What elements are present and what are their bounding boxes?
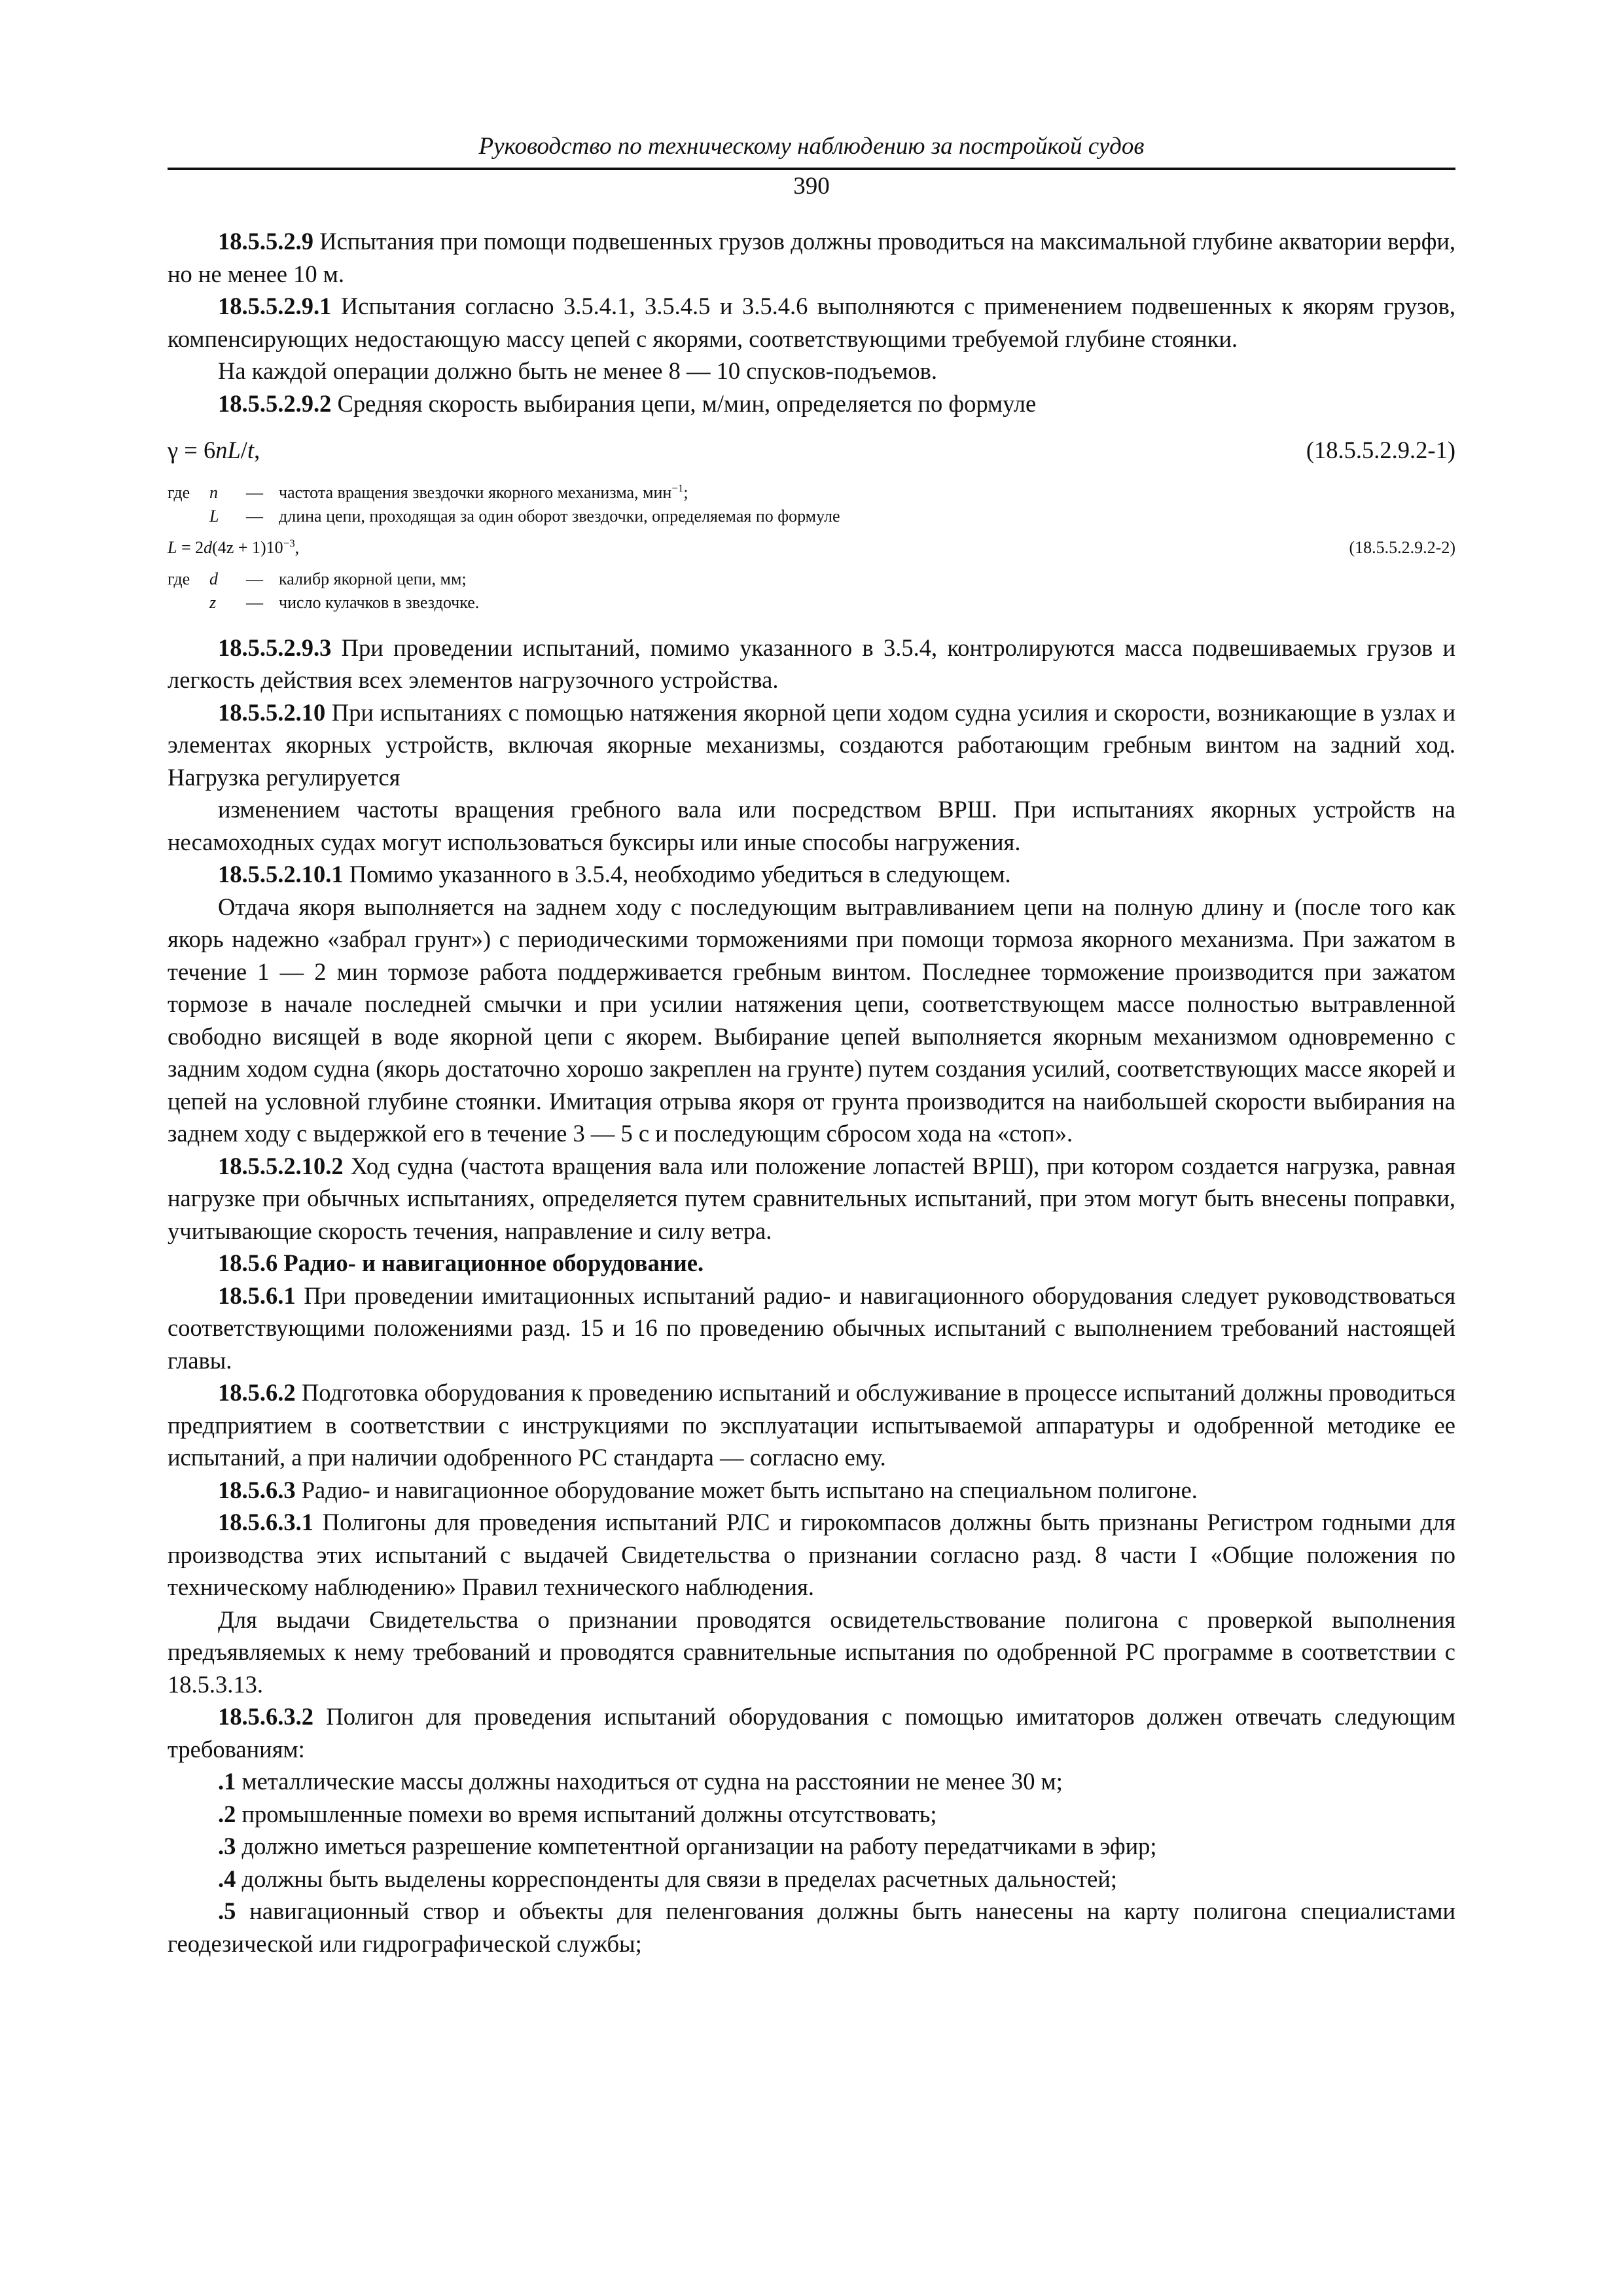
clause-number: 18.5.6.3.1 bbox=[218, 1509, 313, 1535]
legend-symbol: d bbox=[209, 569, 218, 588]
paragraph-text: Полигон для проведения испытаний оборудования с помощью имитаторов должен отвечать следующим требованиям: bbox=[168, 1703, 1455, 1763]
legend-row bbox=[168, 481, 1455, 505]
paragraph bbox=[168, 793, 1455, 858]
paragraph bbox=[168, 1474, 1455, 1507]
paragraph bbox=[168, 290, 1455, 355]
legend-dash: — bbox=[246, 482, 263, 502]
paragraph-text: При проведении имитационных испытаний радио- и навигационного оборудования следует руководствоваться соответствующими положениями разд. 15 и 16 по проведению обычных испытаний с выполнением требований настоящей главы. bbox=[168, 1282, 1455, 1374]
paragraph bbox=[168, 632, 1455, 696]
legend-description: частота вращения звездочки якорного механизма, мин bbox=[279, 482, 672, 502]
legend-text bbox=[279, 567, 467, 591]
paragraph bbox=[168, 1798, 1455, 1831]
document-page bbox=[168, 131, 1455, 1960]
formula-expression bbox=[168, 434, 260, 467]
paragraph bbox=[168, 696, 1455, 794]
paragraph bbox=[168, 225, 1455, 290]
paragraph bbox=[168, 1247, 1455, 1280]
legend-label: где bbox=[168, 569, 190, 588]
clause-number: 18.5.5.2.10.2 bbox=[218, 1152, 344, 1179]
paragraph bbox=[168, 1700, 1455, 1765]
clause-number: 18.5.6.1 bbox=[218, 1282, 296, 1309]
page-number: 390 bbox=[793, 173, 830, 200]
legend-text bbox=[279, 591, 479, 615]
clause-number: 18.5.6.2 bbox=[218, 1379, 296, 1406]
clause-number: 18.5.5.2.10.1 bbox=[218, 861, 344, 888]
paragraph bbox=[168, 1895, 1455, 1960]
formula-tail: , bbox=[294, 537, 300, 557]
formula-rhs-prefix: = 6 bbox=[178, 437, 216, 463]
formula-exponent: −3 bbox=[283, 536, 295, 549]
paragraph-text: На каждой операции должно быть не менее 8 — 10 спусков-подъемов. bbox=[218, 357, 938, 384]
clause-number: 18.5.5.2.9.3 bbox=[218, 634, 332, 661]
formula-lhs: γ bbox=[168, 437, 179, 463]
legend-description: длина цепи, проходящая за один оборот звездочки, определяемая по формуле bbox=[279, 506, 840, 526]
paragraph-text: Для выдачи Свидетельства о признании проводятся освидетельствование полигона с проверкой выполнения предъявляемых к нему требований и проводятся сравнительные испытания по одобренной РС программе в соответствии с 18.5.3.13. bbox=[168, 1605, 1455, 1698]
formula-18-5-5-2-9-2-2 bbox=[168, 536, 1455, 560]
paragraph-text: Подготовка оборудования к проведению испытаний и обслуживание в процессе испытаний должны проводиться предприятием в соответствии с инструкциями по эксплуатации испытываемой аппаратуры и одобренной методике ее испытаний, а при наличии одобренного РС стандарта — согласно ему. bbox=[168, 1379, 1455, 1471]
legend-row bbox=[168, 591, 1455, 615]
paragraph-text: Ход судна (частота вращения вала или положение лопастей ВРШ), при котором создается нагрузка, равная нагрузке при обычных испытаниях, определяется путем сравнительных испытаний, при этом могут быть внесены поправки, учитывающие скорость течения, направление и силу ветра. bbox=[168, 1152, 1455, 1244]
clause-number: 18.5.5.2.9.1 bbox=[218, 293, 332, 319]
legend-dash: — bbox=[246, 506, 263, 526]
paragraph-text: должны быть выделены корреспонденты для связи в пределах расчетных дальностей; bbox=[236, 1865, 1118, 1892]
clause-number: 18.5.5.2.10 bbox=[218, 698, 326, 726]
clause-number: .4 bbox=[218, 1865, 236, 1892]
clause-number: .2 bbox=[218, 1800, 236, 1827]
legend-row bbox=[168, 505, 1455, 528]
formula-18-5-5-2-9-2-1 bbox=[168, 434, 1455, 467]
formula-mid: (4z + 1)10 bbox=[212, 537, 283, 557]
paragraph bbox=[168, 1863, 1455, 1895]
paragraph bbox=[168, 1830, 1455, 1863]
paragraph bbox=[168, 355, 1455, 387]
paragraph-text: Отдача якоря выполняется на заднем ходу с последующим вытравливанием цепи на полную длину и (после того как якорь надежно «забрал грунт») с периодическими торможениями при помощи тормоза якорного механизма. При зажатом в течение 1 — 2 мин тормозе работа поддерживается гребным винтом. Последнее торможение производится при зажатом тормозе в начале последней смычки и при усилии натяжения цепи, соответствующем массе полностью вытравленной свободно висящей в воде якорной цепи с якорем. Выбирание цепей выполняется якорным механизмом одновременно с задним ходом судна (якорь достаточно хорошо закреплен на грунте) путем создания усилий, соответствующих массе якорей и цепей на условной глубине стоянки. Имитация отрыва якоря от грунта производится на наибольшей скорости выбирания на заднем ходу с выдержкой его в течение 3 — 5 с и последующим сбросом хода на «стоп». bbox=[168, 893, 1455, 1147]
legend-dash: — bbox=[246, 592, 263, 612]
running-title: Руководство по техническому наблюдению за постройкой судов bbox=[478, 133, 1145, 160]
legend-text bbox=[279, 505, 840, 528]
formula-tail: , bbox=[254, 437, 260, 463]
legend-description: число кулачков в звездочке. bbox=[279, 592, 480, 612]
paragraph bbox=[168, 1150, 1455, 1247]
legend-symbol: z bbox=[209, 592, 217, 612]
paragraph-text: Радио- и навигационное оборудование может быть испытано на специальном полигоне. bbox=[295, 1476, 1198, 1503]
formula-var-l: L bbox=[168, 537, 177, 557]
legend-row bbox=[168, 567, 1455, 591]
paragraph bbox=[168, 891, 1455, 1150]
paragraph-text: Испытания согласно 3.5.4.1, 3.5.4.5 и 3.5.4.6 выполняются с применением подвешенных к якорям грузов, компенсирующих недостающую массу цепей с якорями, соответствующими требуемой глубине стоянки. bbox=[168, 293, 1455, 352]
legend-label: где bbox=[168, 482, 190, 502]
formula-var-d: d bbox=[204, 537, 213, 557]
paragraph-text: Средняя скорость выбирания цепи, м/мин, определяется по формуле bbox=[331, 389, 1037, 417]
paragraph-group-2 bbox=[168, 632, 1455, 1960]
paragraph bbox=[168, 1506, 1455, 1604]
paragraph bbox=[168, 1376, 1455, 1474]
header-rule bbox=[168, 168, 1455, 170]
legend-symbol: L bbox=[209, 506, 219, 526]
formula-var-l: L bbox=[227, 437, 241, 463]
paragraph-text: При проведении испытаний, помимо указанного в 3.5.4, контролируются масса подвешиваемых грузов и легкость действия всех элементов нагрузочного устройства. bbox=[168, 634, 1455, 693]
paragraph-text: изменением частоты вращения гребного вала или посредством ВРШ. При испытаниях якорных устройств на несамоходных судах могут использоваться буксиры или иные способы нагружения. bbox=[168, 796, 1455, 855]
formula-number: (18.5.5.2.9.2-1) bbox=[1306, 437, 1455, 463]
legend-dash: — bbox=[246, 569, 263, 588]
paragraph-text: Помимо указанного в 3.5.4, необходимо убедиться в следующем. bbox=[343, 861, 1011, 888]
clause-number: .5 bbox=[218, 1897, 236, 1924]
paragraph bbox=[168, 1765, 1455, 1798]
paragraph-text: При испытаниях с помощью натяжения якорной цепи ходом судна усилия и скорости, возникающие в узлах и элементах якорных устройств, включая якорные механизмы, создаются работающим гребным винтом на задний ход. Нагрузка регулируется bbox=[168, 698, 1455, 791]
paragraph-text: навигационный створ и объекты для пеленгования должны быть нанесены на карту полигона специалистами геодезической или гидрографической службы; bbox=[168, 1897, 1455, 1957]
clause-number: .3 bbox=[218, 1833, 236, 1859]
formula-slash: / bbox=[240, 437, 247, 463]
paragraph-text: Испытания при помощи подвешенных грузов должны проводиться на максимальной глубине акватории верфи, но не менее 10 м. bbox=[168, 228, 1455, 287]
paragraph-text: Полигоны для проведения испытаний РЛС и гирокомпасов должны быть признаны Регистром годными для производства этих испытаний с выдачей Свидетельства о признании согласно разд. 8 части I «Общие положения по техническому наблюдению» Правил технического наблюдения. bbox=[168, 1509, 1455, 1600]
legend-exponent: −1 bbox=[671, 481, 684, 494]
clause-number: 18.5.6.3 bbox=[218, 1476, 296, 1503]
paragraph bbox=[168, 858, 1455, 891]
formula-number: (18.5.5.2.9.2-2) bbox=[1349, 537, 1455, 557]
clause-number: 18.5.6.3.2 bbox=[218, 1703, 313, 1730]
paragraph bbox=[168, 1604, 1455, 1701]
clause-number: 18.5.5.2.9 bbox=[218, 228, 313, 255]
formula-legend-1 bbox=[168, 481, 1455, 528]
legend-punct: ; bbox=[683, 482, 688, 502]
paragraph bbox=[168, 387, 1455, 420]
paragraph-text: должно иметься разрешение компетентной организации на работу передатчиками в эфир; bbox=[236, 1833, 1157, 1859]
legend-description: калибр якорной цепи, мм; bbox=[279, 569, 467, 588]
formula-var-n: n bbox=[215, 437, 228, 463]
paragraph-text: промышленные помехи во время испытаний должны отсутствовать; bbox=[236, 1800, 937, 1827]
legend-text bbox=[279, 481, 688, 505]
formula-legend-2 bbox=[168, 567, 1455, 615]
paragraph bbox=[168, 1280, 1455, 1377]
clause-number: 18.5.5.2.9.2 bbox=[218, 389, 332, 417]
clause-number: 18.5.6 Радио- и навигационное оборудование. bbox=[218, 1249, 704, 1276]
paragraph-text: металлические массы должны находиться от судна на расстоянии не менее 30 м; bbox=[236, 1768, 1063, 1795]
legend-symbol: n bbox=[209, 482, 218, 502]
formula-var-t: t bbox=[247, 437, 255, 463]
formula-eq: = 2 bbox=[177, 537, 204, 557]
clause-number: .1 bbox=[218, 1768, 236, 1795]
formula-expression bbox=[168, 536, 299, 560]
document-body bbox=[168, 225, 1455, 1960]
paragraph-group-1 bbox=[168, 225, 1455, 420]
